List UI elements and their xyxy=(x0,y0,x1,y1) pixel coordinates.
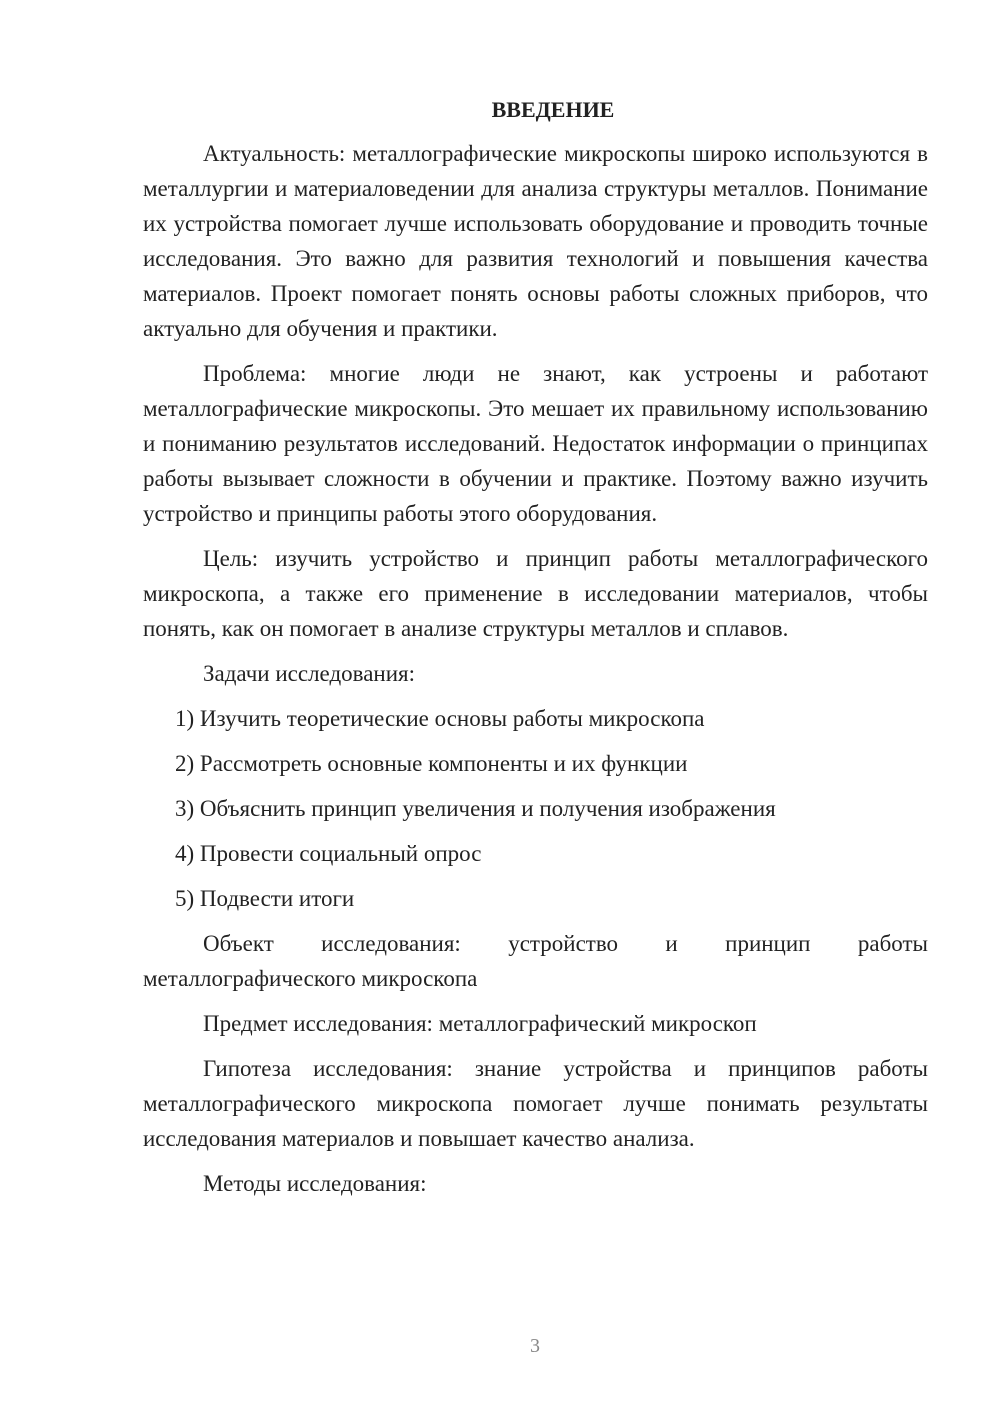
task-item-5: 5) Подвести итоги xyxy=(175,886,355,911)
hypothesis-paragraph: Гипотеза исследования: знание устройства и принципов работы металлографического микроскопа помогает лучше понимать результаты исследования материалов и повышает качество анализа. xyxy=(143,1056,928,1151)
task-list xyxy=(143,701,928,916)
tasks-heading: Задачи исследования: xyxy=(203,661,416,686)
document-title: ВВЕДЕНИЕ xyxy=(491,97,615,122)
task-item-2: 2) Рассмотреть основные компоненты и их функции xyxy=(175,751,688,776)
relevance-paragraph: Актуальность: металлографические микроскопы широко используются в металлургии и материаловедении для анализа структуры металлов. Понимание их устройства помогает лучше использовать оборудование и проводить точные исследования. Это важно для развития технологий и повышения качества материалов. Проект помогает понять основы работы сложных приборов, что актуально для обучения и практики. xyxy=(143,141,928,341)
subject-paragraph: Предмет исследования: металлографический микроскоп xyxy=(203,1011,757,1036)
methods-heading: Методы исследования: xyxy=(203,1171,427,1196)
problem-paragraph: Проблема: многие люди не знают, как устроены и работают металлографические микроскопы. Это мешает их правильному использованию и пониманию результатов исследований. Недостаток информации о принципах работы вызывает сложности в обучении и практике. Поэтому важно изучить устройство и принципы работы этого оборудования. xyxy=(143,361,928,526)
object-paragraph: Объект исследования: устройство и принцип работы металлографического микроскопа xyxy=(143,931,928,991)
task-item-3: 3) Объяснить принцип увеличения и получения изображения xyxy=(175,796,776,821)
task-item-4: 4) Провести социальный опрос xyxy=(175,841,482,866)
goal-paragraph: Цель: изучить устройство и принцип работы металлографического микроскопа, а также его применение в исследовании материалов, чтобы понять, как он помогает в анализе структуры металлов и сплавов. xyxy=(143,546,928,641)
task-item-1: 1) Изучить теоретические основы работы микроскопа xyxy=(175,706,705,731)
document-page xyxy=(143,95,928,1211)
page-number: 3 xyxy=(530,1335,540,1357)
